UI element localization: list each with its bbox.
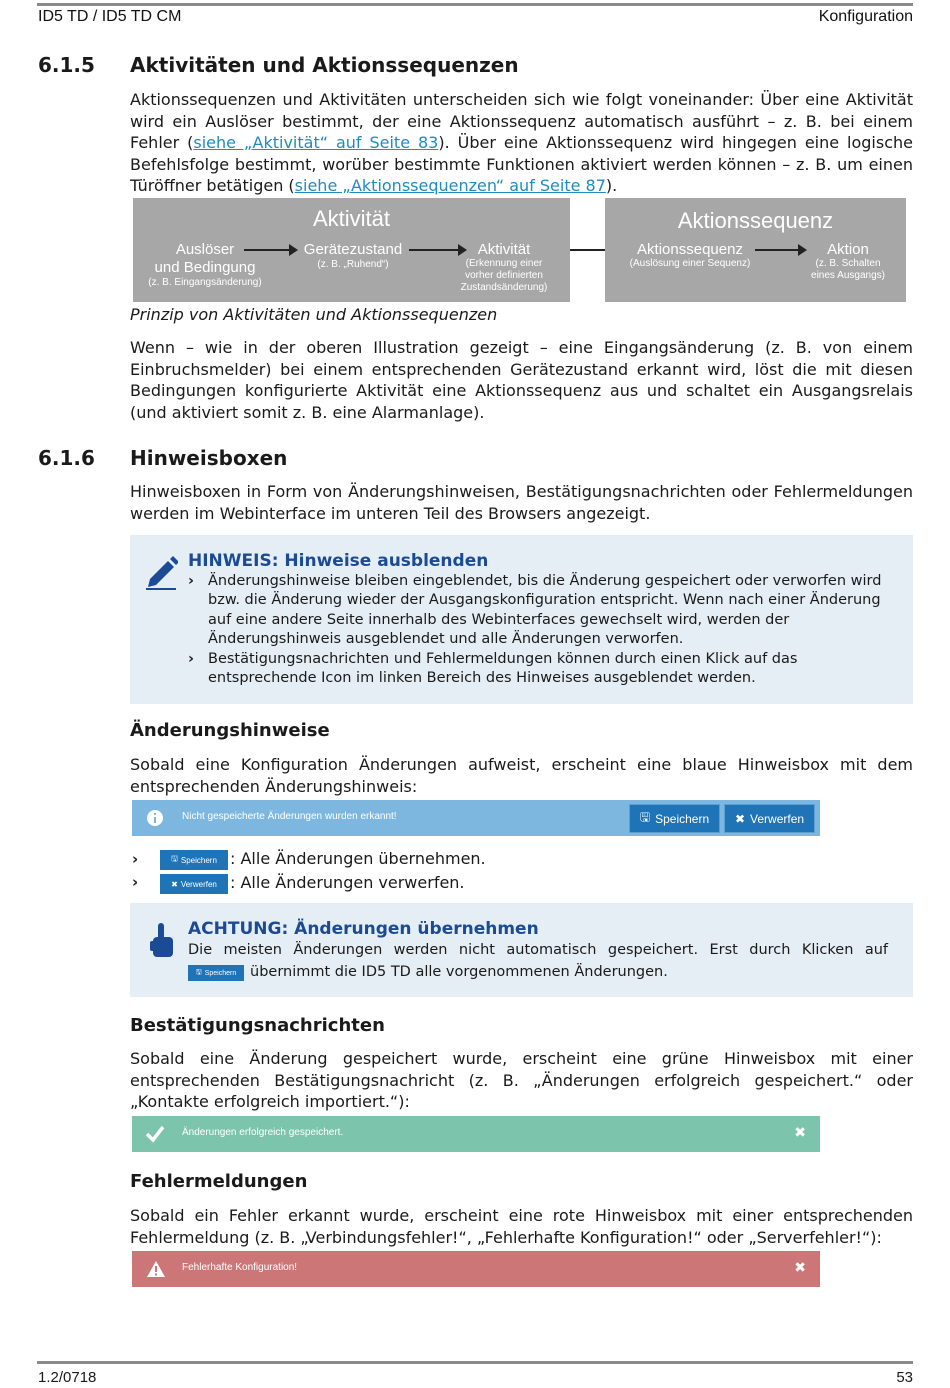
discard-button[interactable]: ✖ Verwerfen <box>724 804 815 833</box>
section-number-616: 6.1.6 <box>38 446 95 470</box>
close-icon: ✖ <box>171 879 178 889</box>
diagram-node-aktivitaet-sub3: Zustandsänderung) <box>460 282 548 293</box>
diagram-aktionssequenz-panel <box>605 198 906 302</box>
footer-page-number: 53 <box>896 1369 913 1386</box>
paragraph-fehlermeldungen: Sobald ein Fehler erkannt wurde, erscheint eine rote Hinweisbox mit einer entsprechenden Fehlermeldung (z. B. „Verbindungsfehler!“, „Fehlerhafte Konfiguration!“ oder „Serverfehler!“): <box>130 1206 913 1247</box>
list-item-discard: : Alle Änderungen verwerfen. <box>230 873 465 892</box>
diagram-arrow-4 <box>755 249 799 251</box>
warning-icon[interactable] <box>146 1260 166 1278</box>
discard-button-inline: ✖ Verwerfen <box>160 874 228 894</box>
link-aktivitaet[interactable]: siehe „Aktivität“ auf Seite 83 <box>193 133 439 152</box>
diagram-node-aktionssequenz-sub: (Auslösung einer Sequenz) <box>629 258 751 269</box>
diagram-node-aktion-sub1: (z. B. Schalten <box>815 258 881 269</box>
section-title-616: Hinweisboxen <box>130 446 288 470</box>
paragraph-illustration-explanation: Wenn – wie in der oberen Illustration gezeigt – eine Eingangsänderung (z. B. von einem Einbruchsmelder) bei einem entsprechenden Gerätezustand erkannt wird, löst die mit diesen Bedingungen konfigurierte Aktivität eine Aktionssequenz aus und schaltet ein Ausgangsrelais (und aktiviert somit z. B. eine Alarmanlage). <box>130 338 913 422</box>
success-notice-bar <box>132 1116 820 1152</box>
change-notice-bar <box>132 800 820 836</box>
note-box-achtung <box>130 903 913 997</box>
top-rule <box>37 3 913 6</box>
subheading-fehlermeldungen: Fehlermeldungen <box>130 1171 308 1192</box>
info-icon <box>147 810 163 826</box>
paragraph-hinweisboxen: Hinweisboxen in Form von Änderungshinweisen, Bestätigungsnachrichten oder Fehlermeldungen werden im Webinterface im unteren Teil des Browsers angezeigt. <box>130 482 913 523</box>
note-title-achtung: ACHTUNG: Änderungen übernehmen <box>188 919 539 939</box>
chevron-right-icon: › <box>132 850 139 868</box>
diagram-aktivitaet-panel <box>133 198 570 302</box>
bottom-rule <box>37 1361 913 1364</box>
pointing-hand-icon <box>150 921 176 961</box>
change-notice-message: Nicht gespeicherte Änderungen wurden erkannt! <box>182 811 397 822</box>
header-chapter: Konfiguration <box>818 8 913 25</box>
diagram-node-ausloeser-sub: (z. B. Eingangsänderung) <box>148 277 262 288</box>
checkmark-icon[interactable] <box>145 1125 165 1143</box>
diagram-node-aktivitaet-sub2: vorher definierten <box>465 270 543 281</box>
diagram-title-aktionssequenz: Aktionssequenz <box>677 208 834 233</box>
diagram-node-aktion-sub2: eines Ausgangs) <box>811 270 885 281</box>
header-doc-title: ID5 TD / ID5 TD CM <box>38 8 182 25</box>
note-achtung-line1: Die meisten Änderungen werden nicht automatisch gespeichert. Erst durch Klicken auf <box>188 942 888 958</box>
note-title-hinweis: HINWEIS: Hinweise ausblenden <box>188 551 489 571</box>
floppy-disk-icon: 🖫 <box>171 854 178 863</box>
floppy-disk-icon: 🖫 <box>639 810 651 824</box>
list-item-save: : Alle Änderungen übernehmen. <box>230 849 486 868</box>
error-notice-bar <box>132 1251 820 1287</box>
floppy-disk-icon: 🖫 <box>195 968 202 976</box>
diagram-arrow-1 <box>244 249 290 251</box>
subheading-bestaetigungsnachrichten: Bestätigungsnachrichten <box>130 1015 385 1036</box>
chevron-right-icon: › <box>132 873 139 891</box>
chevron-right-icon: › <box>188 573 194 589</box>
diagram-node-aktion: Aktion <box>827 241 869 258</box>
diagram-node-geraetezustand: Gerätezustand <box>303 241 403 258</box>
paragraph-aenderungshinweise: Sobald eine Konfiguration Änderungen aufweist, erscheint eine blaue Hinweisbox mit dem entsprechenden Änderungshinweis: <box>130 755 913 796</box>
save-button-inline: 🖫 Speichern <box>160 850 228 870</box>
note-box-hinweis <box>130 535 913 704</box>
pencil-icon <box>144 555 178 591</box>
close-icon[interactable]: ✖ <box>794 1125 806 1141</box>
note-achtung-line2: übernimmt die ID5 TD alle vorgenommenen Änderungen. <box>250 964 668 980</box>
footer-version: 1.2/0718 <box>38 1369 97 1386</box>
diagram-node-aktionssequenz: Aktionssequenz <box>637 241 743 258</box>
save-button-inline-note: 🖫 Speichern <box>188 965 244 981</box>
diagram-node-ausloeser-2: und Bedingung <box>154 259 256 276</box>
diagram-node-geraetezustand-sub: (z. B. „Ruhend“) <box>317 259 389 270</box>
save-button[interactable]: 🖫 Speichern <box>629 804 720 833</box>
diagram-node-aktivitaet: Aktivität <box>477 241 531 258</box>
diagram-node-ausloeser: Auslöser <box>175 241 235 258</box>
close-icon[interactable]: ✖ <box>794 1260 806 1276</box>
close-icon: ✖ <box>734 811 746 826</box>
paragraph-aktivitaeten: Aktionssequenzen und Aktivitäten unterscheiden sich wie folgt voneinander: Über eine Aktivität wird ein Auslöser bestimmt, der eine Aktionssequenz automatisch ausführt – z. B. bei einem Fehler (siehe „Aktivität“ auf Seite 83). Über eine Aktionssequenz wird hingegen eine logische Befehlsfolge bestimmt, worüber bestimmte Funktionen aktiviert werden können – z. B. um einen Türöffner betätigen (siehe „Aktionssequenzen“ auf Seite 87). <box>130 90 913 195</box>
note-item-2: › Bestätigungsnachrichten und Fehlermeldungen können durch einen Klick auf das entsprechende Icon im linken Bereich des Hinweises ausgeblendet werden. <box>188 651 798 687</box>
note-item-1: › Änderungshinweise bleiben eingeblendet, bis die Änderung gespeichert oder verworfen wird bzw. die Änderung wieder der Ausgangskonfiguration entspricht. Wenn nach einer Änderung auf eine andere Seite innerhalb des Webinterfaces gewechselt wird, werden der Änderungshinweis ausgeblendet und alle Änderungen verworfen. <box>188 573 882 648</box>
link-aktionssequenzen[interactable]: siehe „Aktionssequenzen“ auf Seite 87 <box>294 176 606 195</box>
success-notice-message: Änderungen erfolgreich gespeichert. <box>182 1127 344 1138</box>
error-notice-message: Fehlerhafte Konfiguration! <box>182 1262 298 1273</box>
figure-caption: Prinzip von Aktivitäten und Aktionssequenzen <box>130 305 498 324</box>
subheading-aenderungshinweise: Änderungshinweise <box>130 720 330 741</box>
section-number-615: 6.1.5 <box>38 53 95 77</box>
paragraph-bestaetigungsnachrichten: Sobald eine Änderung gespeichert wurde, erscheint eine grüne Hinweisbox mit einer entsprechenden Bestätigungsnachricht (z. B. „Änderungen erfolgreich gespeichert.“ oder „Kontakte erfolgreich importiert.“): <box>130 1049 913 1111</box>
diagram-node-aktivitaet-sub1: (Erkennung einer <box>465 258 543 269</box>
diagram-title-aktivitaet: Aktivität <box>312 206 391 231</box>
chevron-right-icon: › <box>188 651 194 667</box>
section-title-615: Aktivitäten und Aktionssequenzen <box>130 53 519 77</box>
